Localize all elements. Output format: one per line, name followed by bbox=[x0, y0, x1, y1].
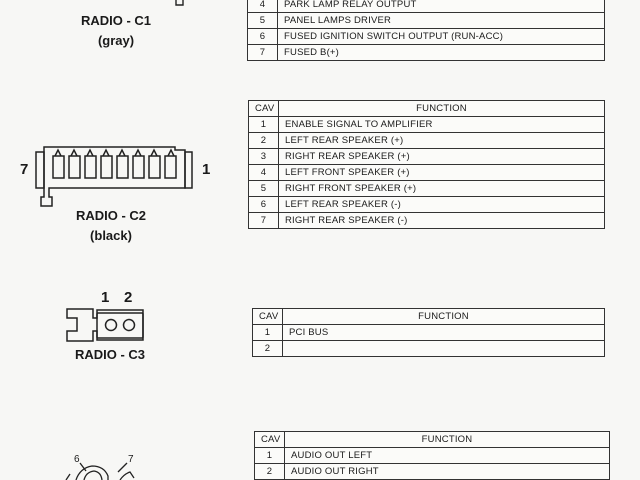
cav-cell: 6 bbox=[248, 29, 278, 45]
c3-connector-drawing bbox=[67, 309, 143, 341]
function-cell: LEFT FRONT SPEAKER (+) bbox=[279, 165, 605, 181]
table-header-row bbox=[249, 101, 605, 117]
function-cell: RIGHT FRONT SPEAKER (+) bbox=[279, 181, 605, 197]
table-row bbox=[249, 197, 605, 213]
cav-cell: 7 bbox=[248, 45, 278, 61]
cav-cell: 7 bbox=[249, 213, 279, 229]
c3-caption: RADIO - C3 bbox=[74, 347, 146, 362]
cav-header: CAV bbox=[255, 432, 285, 448]
c4-pin-label-7: 7 bbox=[128, 454, 134, 465]
function-cell: PANEL LAMPS DRIVER bbox=[278, 13, 605, 29]
table-row bbox=[249, 181, 605, 197]
function-cell: LEFT REAR SPEAKER (+) bbox=[279, 133, 605, 149]
c1-connector-fragment bbox=[176, 0, 183, 5]
function-cell: RIGHT REAR SPEAKER (+) bbox=[279, 149, 605, 165]
function-header: FUNCTION bbox=[283, 309, 605, 325]
c2-caption: RADIO - C2 bbox=[75, 208, 147, 223]
cav-header: CAV bbox=[253, 309, 283, 325]
table-row bbox=[249, 117, 605, 133]
table-header-row bbox=[255, 432, 610, 448]
function-cell: FUSED IGNITION SWITCH OUTPUT (RUN-ACC) bbox=[278, 29, 605, 45]
function-header: FUNCTION bbox=[285, 432, 610, 448]
function-cell: AUDIO OUT RIGHT bbox=[285, 464, 610, 480]
c4-connector-drawing bbox=[66, 463, 134, 480]
function-cell: LEFT REAR SPEAKER (-) bbox=[279, 197, 605, 213]
table-row bbox=[255, 448, 610, 464]
cav-cell: 1 bbox=[253, 325, 283, 341]
table-row bbox=[253, 341, 605, 357]
cav-cell: 5 bbox=[249, 181, 279, 197]
c3-pin-label-1: 1 bbox=[101, 289, 110, 306]
c3-caption-block bbox=[60, 346, 160, 364]
cav-cell: 5 bbox=[248, 13, 278, 29]
cav-cell: 2 bbox=[249, 133, 279, 149]
cav-cell: 6 bbox=[249, 197, 279, 213]
c1-color: (gray) bbox=[97, 33, 135, 48]
c2-pin-label-right: 1 bbox=[202, 161, 211, 178]
table-row bbox=[249, 165, 605, 181]
c2-color: (black) bbox=[90, 228, 132, 243]
cav-cell: 4 bbox=[248, 0, 278, 13]
table-row bbox=[253, 325, 605, 341]
c4-pin-label-6: 6 bbox=[74, 454, 80, 465]
table-row bbox=[249, 149, 605, 165]
function-cell: PARK LAMP RELAY OUTPUT bbox=[278, 0, 605, 13]
c2-connector-drawing bbox=[36, 147, 192, 206]
function-cell: AUDIO OUT LEFT bbox=[285, 448, 610, 464]
table-row bbox=[249, 213, 605, 229]
table-row bbox=[255, 464, 610, 480]
cav-cell: 3 bbox=[249, 149, 279, 165]
c3-pin-label-2: 2 bbox=[124, 289, 133, 306]
function-cell: RIGHT REAR SPEAKER (-) bbox=[279, 213, 605, 229]
c4-pinout-table bbox=[254, 431, 610, 480]
c2-caption-block bbox=[62, 207, 160, 245]
cav-cell: 1 bbox=[255, 448, 285, 464]
table-row bbox=[249, 133, 605, 149]
function-cell: ENABLE SIGNAL TO AMPLIFIER bbox=[279, 117, 605, 133]
cav-cell: 2 bbox=[253, 341, 283, 357]
c1-caption: RADIO - C1 bbox=[80, 13, 152, 28]
table-header-row bbox=[253, 309, 605, 325]
cav-cell: 4 bbox=[249, 165, 279, 181]
cav-cell: 1 bbox=[249, 117, 279, 133]
cav-header: CAV bbox=[249, 101, 279, 117]
function-cell: FUSED B(+) bbox=[278, 45, 605, 61]
c2-pinout-table bbox=[248, 100, 605, 229]
c3-pinout-table bbox=[252, 308, 605, 357]
c2-pin-label-left: 7 bbox=[20, 161, 29, 178]
function-cell bbox=[283, 341, 605, 357]
cav-cell: 2 bbox=[255, 464, 285, 480]
function-cell: PCI BUS bbox=[283, 325, 605, 341]
function-header: FUNCTION bbox=[279, 101, 605, 117]
